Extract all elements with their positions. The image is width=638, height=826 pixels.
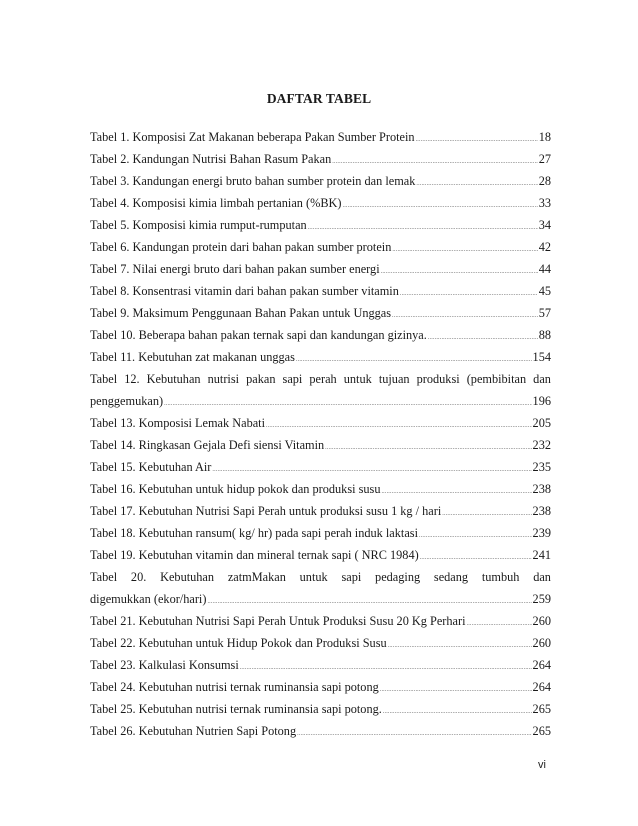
toc-entry-label: penggemukan) <box>90 394 164 408</box>
toc-entry[interactable] <box>90 236 551 258</box>
toc-entry-label: Tabel 1. Komposisi Zat Makanan beberapa Pakan Sumber Protein <box>90 130 415 144</box>
toc-entry-page: 260 <box>532 636 551 650</box>
toc-entry-label: Tabel 21. Kebutuhan Nutrisi Sapi Perah Untuk Produksi Susu 20 Kg Perhari <box>90 614 466 628</box>
toc-entry-page: 18 <box>538 130 551 144</box>
toc-entry-20-line2[interactable] <box>90 588 551 610</box>
toc-entry-word: untuk <box>343 372 372 386</box>
toc-entry[interactable] <box>90 302 551 324</box>
leader-dots <box>297 723 531 745</box>
leader-dots <box>400 283 538 305</box>
toc-entry-page: 264 <box>532 680 551 694</box>
toc-entry[interactable] <box>90 412 551 434</box>
toc-entry-label: Tabel 14. Ringkasan Gejala Defi siensi Vitamin <box>90 438 325 452</box>
toc-entry-label: Tabel 22. Kebutuhan untuk Hidup Pokok dan Produksi Susu <box>90 636 387 650</box>
toc-entry-page: 265 <box>532 702 551 716</box>
toc-entry[interactable] <box>90 632 551 654</box>
toc-entry[interactable] <box>90 544 551 566</box>
toc-entry[interactable] <box>90 456 551 478</box>
toc-entry-word: pakan <box>246 372 276 386</box>
toc-entry-word: 12. <box>124 372 140 386</box>
toc-entry-page: 238 <box>532 504 551 518</box>
toc-entry-word: tujuan <box>378 372 410 386</box>
leader-dots <box>343 195 538 217</box>
leader-dots <box>392 239 537 261</box>
toc-entry[interactable] <box>90 192 551 214</box>
toc-entry-label: Tabel 19. Kebutuhan vitamin dan mineral ternak sapi ( NRC 1984) <box>90 548 419 562</box>
toc-entry-label: Tabel 2. Kandungan Nutrisi Bahan Rasum Pakan <box>90 152 332 166</box>
toc-entry-page: 57 <box>538 306 551 320</box>
toc-entry[interactable] <box>90 500 551 522</box>
toc-entry-page: 265 <box>532 724 551 738</box>
toc-entry-label: Tabel 3. Kandungan energi bruto bahan sumber protein dan lemak <box>90 174 416 188</box>
toc-entry[interactable] <box>90 720 551 742</box>
toc-entry-word: nutrisi <box>207 372 240 386</box>
leader-dots <box>428 327 538 349</box>
page-number: vi <box>538 759 546 771</box>
toc-entry-page: 232 <box>532 438 551 452</box>
leader-dots <box>380 679 532 701</box>
toc-entry[interactable] <box>90 522 551 544</box>
toc-entry-word: Tabel <box>90 570 118 584</box>
toc-entry-label: Tabel 18. Kebutuhan ransum( kg/ hr) pada sapi perah induk laktasi <box>90 526 418 540</box>
leader-dots <box>419 525 532 547</box>
toc-entry-label: digemukkan (ekor/hari) <box>90 592 207 606</box>
toc-entry-page: 259 <box>532 592 551 606</box>
toc-entry-label: Tabel 5. Komposisi kimia rumput-rumputan <box>90 218 307 232</box>
toc-entry-word: untuk <box>299 570 328 584</box>
toc-entry[interactable] <box>90 346 551 368</box>
toc-entry-word: sapi <box>282 372 303 386</box>
toc-entry-word: Tabel <box>90 372 118 386</box>
toc-entry-page: 205 <box>532 416 551 430</box>
toc-entry-page: 34 <box>538 218 551 232</box>
table-of-contents <box>90 126 551 742</box>
toc-entry-word: 20. <box>130 570 147 584</box>
toc-entry-page: 241 <box>532 548 551 562</box>
toc-entry-label: Tabel 25. Kebutuhan nutrisi ternak ruminansia sapi potong. <box>90 702 382 716</box>
toc-entry[interactable] <box>90 170 551 192</box>
leader-dots <box>467 613 532 635</box>
toc-entry[interactable] <box>90 258 551 280</box>
toc-entry-page: 238 <box>532 482 551 496</box>
toc-entry[interactable] <box>90 126 551 148</box>
toc-entry-page: 264 <box>532 658 551 672</box>
toc-entry-label: Tabel 10. Beberapa bahan pakan ternak sapi dan kandungan gizinya. <box>90 328 427 342</box>
toc-entry-label: Tabel 8. Konsentrasi vitamin dari bahan pakan sumber vitamin <box>90 284 399 298</box>
toc-entry-page: 44 <box>538 262 551 276</box>
toc-entry-page: 45 <box>538 284 551 298</box>
toc-entry[interactable] <box>90 698 551 720</box>
toc-entry-label: Tabel 16. Kebutuhan untuk hidup pokok dan produksi susu <box>90 482 381 496</box>
toc-entry-page: 239 <box>532 526 551 540</box>
toc-entry-word: dan <box>533 570 551 584</box>
toc-entry-page: 196 <box>532 394 551 408</box>
toc-entry-page: 154 <box>532 350 551 364</box>
toc-entry-page: 260 <box>532 614 551 628</box>
toc-entry-page: 42 <box>538 240 551 254</box>
toc-entry-page: 235 <box>532 460 551 474</box>
toc-entry-page: 28 <box>538 174 551 188</box>
toc-entry[interactable] <box>90 654 551 676</box>
toc-entry[interactable] <box>90 610 551 632</box>
toc-entry-word: Kebutuhan <box>146 372 201 386</box>
toc-entry-label: Tabel 13. Komposisi Lemak Nabati <box>90 416 266 430</box>
toc-entry-20-line1[interactable] <box>90 566 551 588</box>
leader-dots <box>325 437 531 459</box>
toc-entry-label: Tabel 17. Kebutuhan Nutrisi Sapi Perah untuk produksi susu 1 kg / hari <box>90 504 442 518</box>
toc-entry-page: 88 <box>538 328 551 342</box>
leader-dots <box>383 701 532 723</box>
toc-entry-word: pedaging <box>375 570 421 584</box>
toc-entry-word: sedang <box>433 570 469 584</box>
toc-entry-word: produksi <box>416 372 460 386</box>
leader-dots <box>442 503 531 525</box>
toc-entry-word: perah <box>309 372 337 386</box>
toc-entry-word: tumbuh <box>481 570 520 584</box>
toc-entry-label: Tabel 24. Kebutuhan nutrisi ternak ruminansia sapi potong <box>90 680 379 694</box>
toc-entry-12-line1[interactable] <box>90 368 551 390</box>
toc-entry[interactable] <box>90 148 551 170</box>
leader-dots <box>388 635 532 657</box>
toc-entry-word: zatmMakan <box>227 570 286 584</box>
leader-dots <box>416 129 538 151</box>
toc-entry-label: Tabel 7. Nilai energi bruto dari bahan pakan sumber energi <box>90 262 380 276</box>
toc-entry-label: Tabel 9. Maksimum Penggunaan Bahan Pakan untuk Unggas <box>90 306 392 320</box>
leader-dots <box>416 173 537 195</box>
leader-dots <box>381 261 538 283</box>
toc-entry-label: Tabel 4. Komposisi kimia limbah pertanian (%BK) <box>90 196 342 210</box>
toc-entry-12-line2[interactable] <box>90 390 551 412</box>
toc-entry-word: (pembibitan <box>466 372 527 386</box>
toc-entry-label: Tabel 6. Kandungan protein dari bahan pakan sumber protein <box>90 240 392 254</box>
toc-entry-label: Tabel 23. Kalkulasi Konsumsi <box>90 658 239 672</box>
toc-entry[interactable] <box>90 214 551 236</box>
toc-entry-page: 33 <box>538 196 551 210</box>
toc-entry-word: dan <box>533 372 551 386</box>
toc-entry-word: Kebutuhan <box>160 570 215 584</box>
toc-entry-label: Tabel 11. Kebutuhan zat makanan unggas <box>90 350 295 364</box>
toc-entry-word: sapi <box>341 570 362 584</box>
toc-entry-label: Tabel 15. Kebutuhan Air <box>90 460 212 474</box>
toc-entry[interactable] <box>90 280 551 302</box>
toc-entry[interactable] <box>90 434 551 456</box>
toc-entry-page: 27 <box>538 152 551 166</box>
toc-entry[interactable] <box>90 324 551 346</box>
toc-entry-label: Tabel 26. Kebutuhan Nutrien Sapi Potong <box>90 724 297 738</box>
toc-entry[interactable] <box>90 478 551 500</box>
page-title: DAFTAR TABEL <box>266 91 372 106</box>
toc-entry[interactable] <box>90 676 551 698</box>
